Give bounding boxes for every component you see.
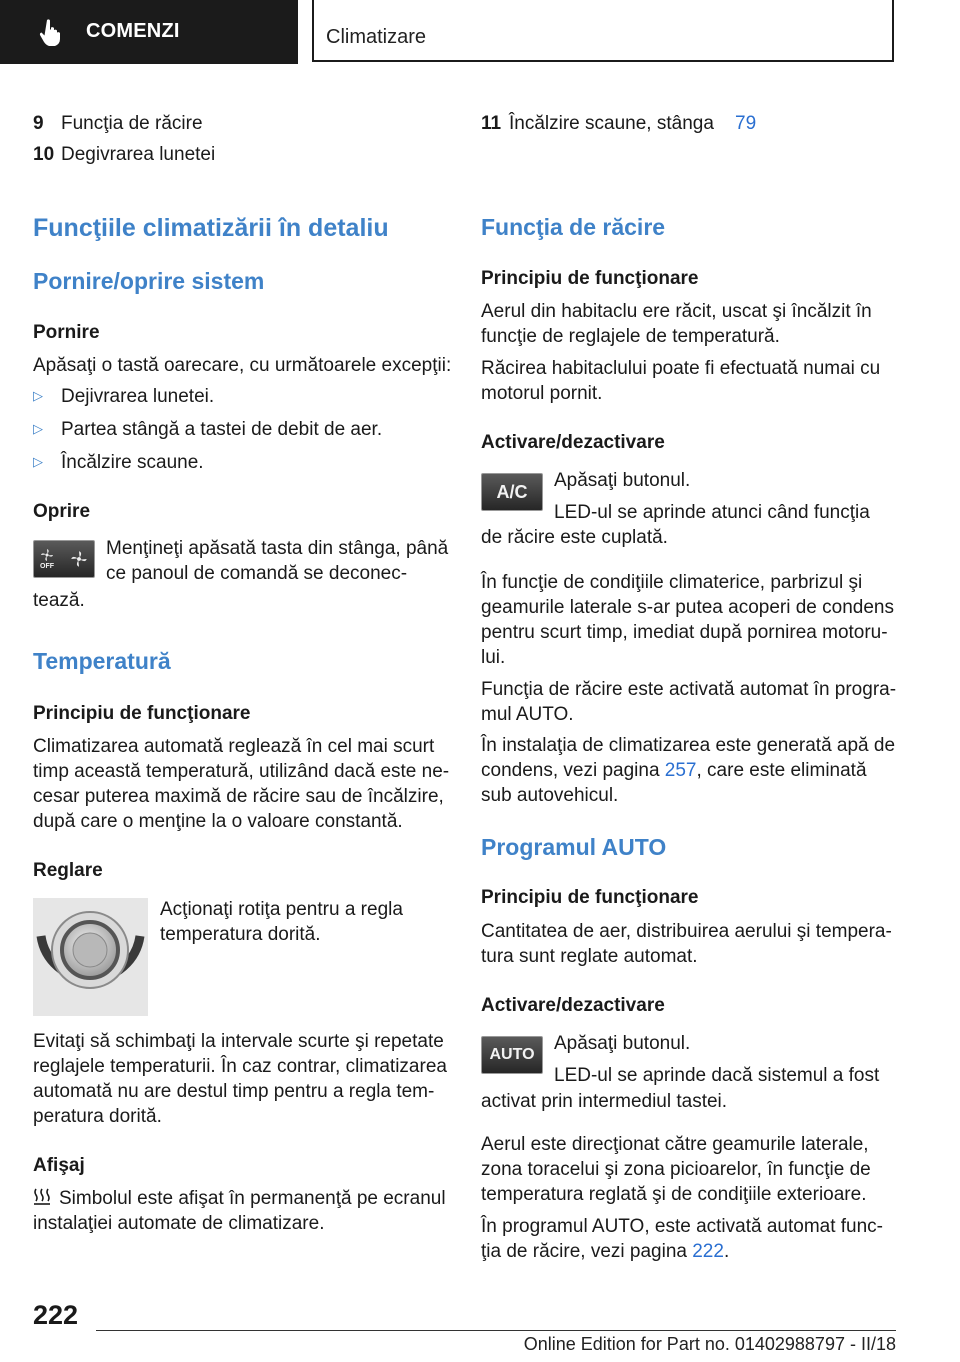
subhead-activation: Activare/dezactivare [481,995,665,1016]
section-title-cooling: Funcţia de răcire [481,214,666,240]
bullet-item: ▷ Dejivrarea lunetei. [33,386,215,407]
subhead-activation: Activare/dezactivare [481,432,665,453]
auto-cooling-text: Funcţia de răcire este activată automat în progra- mul AUTO. [481,679,897,725]
section-tab[interactable] [0,0,298,64]
condensed-water-text: În instalaţia de climatizarea este generată apă de condens, vezi pagina 257, care este eliminată sub autovehicul. [481,735,896,806]
auto-activation-text: Apăsaţi butonul. LED-ul se aprinde dacă sistemul a fost [554,1033,880,1086]
hand-pointer-icon [38,18,64,46]
triangle-bullet-icon: ▷ [33,421,43,436]
legend-item: 11 Încălzire scaune, stânga 79 [481,113,757,134]
stop-text-cont: tează. [33,590,85,611]
main-title: Funcţiile climatizării în detaliu [33,214,389,242]
ac-activation-text: Apăsaţi butonul. LED-ul se aprinde atunci când funcţia [554,470,870,523]
avoid-text: Evitaţi să schimbaţi la intervale scurte şi repetate reglajele temperaturii. În caz contrar, climatizarea automată nu are destul timp pentru a regla tem- peratura dorită. [33,1031,447,1127]
legend-list-right [481,108,899,139]
auto-program-text: În programul AUTO, este activată automat func- ţia de răcire, vezi pagina 222. [481,1216,884,1262]
bullet-item: ▷ Partea stângă a tastei de debit de aer. [33,419,383,440]
heat-waves-icon [33,1188,51,1206]
ac-activation-text-cont: de răcire este cuplată. [481,527,668,548]
page-number: 222 [33,1300,79,1330]
subhead-adjust: Reglare [33,860,103,881]
stop-text: Menţineţi apăsată tasta din stânga, până ce panoul de comandă se deconec- [106,538,449,584]
air-direction-text: Aerul este direcţionat către geamurile laterale, zona toracelui şi zona picioarelor, în funcţie de temperatura reglată şi de condiţiile exterioare. [481,1134,871,1205]
chapter-tab-label: Climatizare [326,26,427,48]
start-text: Apăsaţi o tastă oarecare, cu următoarele excepţii: [33,355,452,376]
page-link[interactable]: 257 [664,760,697,781]
fan-icon [40,548,54,562]
auto-button-image: AUTO [481,1036,543,1074]
subhead-principle: Principiu de funcţionare [481,887,699,908]
triangle-bullet-icon: ▷ [33,454,43,469]
condensation-text: În funcţie de condiţiile climaterice, parbrizul şi geamurile laterale s-ar putea acoperi de condens pentru scurt timp, imediat după pornirea motoru- lui. [481,572,894,668]
cooling-principle-text: Aerul din habitaclu ere răcit, uscat şi încălzit în funcţie de reglajele de temperatură. [481,301,872,347]
footer-rule [96,1330,896,1331]
section-title-temperature: Temperatură [33,648,171,674]
display-text: Simbolul este afişat în permanenţă pe ecranul instalaţiei automate de climatizare. [33,1188,446,1234]
temp-principle-text: Climatizarea automată reglează în cel mai scurt timp această temperatură, utilizând dacă este ne- cesar puterea maximă de răcire sau de încălzire, după care o menţine la o valoare constantă. [33,736,450,832]
section-tab-label: COMENZI [86,20,180,42]
legend-item: 9 Funcţia de răcire [33,113,203,134]
section-title-auto: Programul AUTO [481,834,667,860]
subhead-principle: Principiu de funcţionare [481,268,699,289]
auto-principle-text: Cantitatea de aer, distribuirea aerului şi tempera- tura sunt reglate automat. [481,921,892,967]
temperature-dial-image [33,898,148,1016]
rotary-knob-icon [33,898,148,1016]
fan-icon [70,550,88,568]
page-link[interactable]: 79 [735,113,757,134]
legend-item: 10 Degivrarea lunetei [33,144,216,165]
page-link[interactable]: 222 [692,1241,724,1262]
bullet-item: ▷ Încălzire scaune. [33,452,204,473]
subhead-start: Pornire [33,322,100,343]
section-title-system: Pornire/oprire sistem [33,268,265,294]
adjust-text: Acţionaţi rotiţa pentru a regla temperatura dorită. [160,899,403,945]
triangle-bullet-icon: ▷ [33,388,43,403]
legend-list-left [33,108,451,170]
subhead-stop: Oprire [33,501,91,522]
ac-button-image: A/C [481,473,543,511]
auto-activation-text-cont: activat prin intermediul tastei. [481,1091,728,1112]
footer-edition: Online Edition for Part no. 01402988797 - II/18 [523,1334,896,1354]
chapter-tab[interactable] [312,0,894,62]
cooling-note-text: Răcirea habitaclului poate fi efectuată numai cu motorul pornit. [481,358,881,404]
subhead-display: Afişaj [33,1155,85,1176]
off-fan-button-image: OFF [33,540,95,578]
subhead-principle: Principiu de funcţionare [33,703,251,724]
